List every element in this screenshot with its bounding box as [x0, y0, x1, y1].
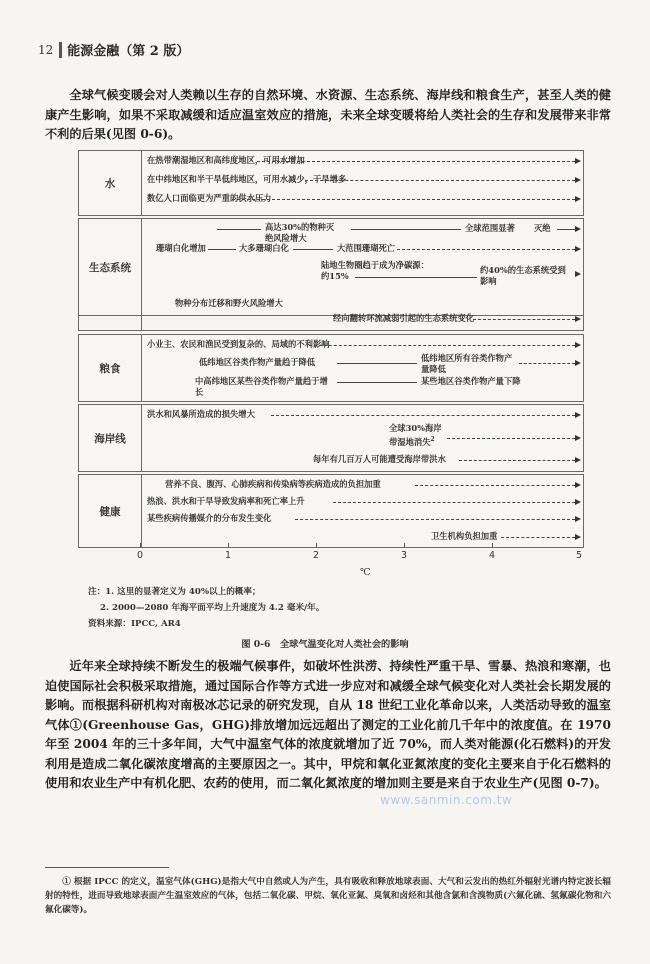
watermark: www.sanmin.com.tw: [380, 793, 513, 807]
arrow-icon: [575, 271, 581, 277]
impact-item: [389, 423, 445, 448]
band-ecosystem-continued: [78, 310, 584, 331]
impact-item: 约15%: [321, 271, 349, 281]
intro-paragraph: 全球气候变暖会对人类赖以生存的自然环境、水资源、生态系统、海岸线和粮食生产，甚至人类的健康产生影响，如果不采取减缓和适应温室效应的措施，未来全球变暖将给人类社会的生存和发展带来非常不利的后果(见图 0-6)。: [45, 88, 611, 141]
arrow-icon: [575, 412, 581, 418]
arrow-icon: [575, 435, 581, 441]
solid-line: [351, 229, 461, 230]
figure-note-2: 2. 2000—2080 年海平面平均上升速度为 4.2 毫米/年。: [100, 603, 325, 613]
arrow-icon: [575, 360, 581, 366]
impact-item: 中高纬地区某些谷类作物产量趋于增长: [195, 376, 328, 397]
arrow-icon: [575, 516, 581, 522]
arrow-icon: [575, 457, 581, 463]
dashed-line: [415, 485, 575, 486]
band-label: 海岸线: [79, 405, 142, 471]
dashed-line: [333, 502, 575, 503]
book-title: 能源金融（第 2 版）: [67, 44, 190, 59]
arrow-icon: [575, 177, 581, 183]
axis-tick-label: 5: [576, 550, 583, 561]
band-label: 健康: [79, 475, 142, 547]
impact-item: 灭绝: [534, 223, 551, 233]
arrow-icon: [575, 499, 581, 505]
dashed-line: [309, 345, 575, 346]
axis-tick: [140, 543, 141, 547]
figure-number: 图 0-6: [241, 639, 271, 650]
footnote-marker: 2: [430, 436, 435, 443]
body-paragraph: 近年来全球持续不断发生的极端气候事件，如破坏性洪涝、持续性严重干旱、雪暴、热浪和寒潮，也迫使国际社会积极采取措施，通过国际合作等方式进一步应对和减缓全球气候变化对人类社会长期发展的影响。而根据科研机构对南极冰芯记录的研究发现，自从 18 世纪工业化革命以来，人类活动导致的温室气体①(Greenhouse Gas，GHG)排放增加远远超出了测定的工业化前几千年中的浓度值。在 1970 年至 2004 年的三十多年间，大气中温室气体的浓度就增加了近 70%，而人类对能源(化石燃料)的开发利用是造成二氧化碳浓度增高的主要原因之一。其中，甲烷和氧化亚氮浓度的变化主要来自于化石燃料的使用和农业生产中有机化肥、农药的使用，而二氧化氮浓度的增加则主要是来自于农业生产(见图 0-7)。: [45, 659, 611, 790]
arrow-icon: [575, 316, 581, 322]
solid-line: [293, 249, 333, 250]
band-label: 生态系统: [79, 219, 142, 315]
solid-line: [355, 277, 477, 278]
band-water: [78, 150, 584, 216]
impact-item: 大范围珊瑚死亡: [337, 243, 396, 253]
axis-tick-label: 0: [137, 550, 144, 561]
dashed-line: [501, 537, 575, 538]
axis-tick: [404, 543, 405, 547]
impact-item: 物种分布迁移和野火风险增大: [175, 298, 283, 308]
page-header: [38, 40, 189, 59]
axis-unit: ℃: [360, 567, 371, 578]
impact-item: 在热带潮湿地区和高纬度地区，可用水增加: [147, 155, 305, 165]
axis-tick-label: 2: [313, 550, 320, 561]
impact-item: 每年有几百万人可能遭受海岸带洪水: [313, 454, 446, 464]
band-label-spacer: [79, 310, 142, 330]
impact-item: 陆地生物圈趋于成为净碳源：: [321, 260, 429, 270]
impact-item: 热浪、洪水和干旱导致发病率和死亡率上升: [147, 496, 305, 506]
impact-item: 大多珊瑚白化: [239, 243, 289, 253]
arrow-icon: [575, 342, 581, 348]
arrow-icon: [575, 534, 581, 540]
dashed-line: [473, 319, 575, 320]
header-divider: [59, 42, 62, 58]
impact-item: 洪水和风暴所造成的损失增大: [147, 409, 255, 419]
axis-tick-label: 1: [225, 550, 232, 561]
arrow-icon: [575, 226, 581, 232]
solid-line: [217, 229, 261, 230]
dashed-line: [519, 363, 575, 364]
arrow-icon: [575, 482, 581, 488]
impact-item: 某些地区谷类作物产量下降: [421, 376, 521, 386]
impact-item: 数亿人口面临更为严重的供水压力: [147, 193, 272, 203]
band-health: [78, 474, 584, 548]
impact-item: 高达30%的物种灭绝风险增大: [265, 222, 335, 243]
figure-note-1: 注：1. 这里的显著定义为 40%以上的概率；: [88, 587, 261, 597]
impact-item: 在中纬地区和半干旱低纬地区，可用水减少，干旱增多: [147, 174, 347, 184]
impact-item: 约40%的生态系统受到影响: [480, 265, 566, 286]
band-ecosystem: [78, 218, 584, 316]
page-number: 12: [38, 42, 54, 57]
axis-tick: [492, 543, 493, 547]
arrow-icon: [575, 158, 581, 164]
impact-item: 某些疾病传播媒介的分布发生变化: [147, 513, 272, 523]
impact-item: 营养不良、腹泻、心肺疾病和传染病等疾病造成的负担加重: [165, 479, 381, 489]
band-label: 粮食: [79, 335, 142, 401]
axis-tick-label: 3: [401, 550, 408, 561]
impact-text: 全球30%海岸带湿地消失: [389, 423, 442, 447]
dashed-line: [232, 199, 575, 200]
footnote-divider: [45, 867, 169, 868]
impact-item: 低纬地区谷类作物产量趋于降低: [199, 357, 316, 367]
solid-line: [557, 229, 575, 230]
dashed-line: [459, 460, 575, 461]
band-coastline: [78, 404, 584, 472]
axis-tick: [228, 543, 229, 547]
impact-item: 珊瑚白化增加: [156, 243, 206, 253]
band-label: 水: [79, 151, 142, 215]
dashed-line: [447, 438, 575, 439]
dashed-line: [271, 415, 575, 416]
figure-source: 资料来源：IPCC, AR4: [88, 619, 181, 629]
impact-item: 全球范围显著: [465, 223, 515, 233]
figure-caption: [0, 636, 650, 650]
solid-line: [337, 363, 417, 364]
axis-tick-label: 4: [489, 550, 496, 561]
impact-item: 低纬地区所有谷类作物产量降低: [421, 353, 513, 374]
impact-item: 经向翻转环流减弱引起的生态系统变化: [333, 313, 475, 323]
band-food: [78, 334, 584, 402]
impact-item: 小业主、农民和渔民受到复杂的、局域的不利影响: [147, 339, 330, 349]
solid-line: [208, 249, 236, 250]
dashed-line: [257, 161, 575, 162]
impact-item: 卫生机构负担加重: [431, 531, 498, 541]
arrow-icon: [575, 196, 581, 202]
dashed-line: [295, 519, 575, 520]
dashed-line: [397, 249, 575, 250]
solid-line: [337, 382, 417, 383]
dashed-line: [305, 180, 575, 181]
figure-title: 全球气温变化对人类社会的影响: [279, 639, 409, 650]
axis-tick: [316, 543, 317, 547]
footnote: ① 根据 IPCC 的定义，温室气体(GHG)是指大气中自然或人为产生，具有吸收和释放地球表面、大气和云发出的热红外辐射光谱内特定波长辐射的特性，进而导致地球表面产生温室效应的气体，包括二氧化碳、甲烷、氧化亚氮、臭氧和卤烃和其他含氯和含溴物质(六氟化硫、氢氟碳化物和六氟化碳等)。: [45, 877, 611, 915]
arrow-icon: [575, 246, 581, 252]
